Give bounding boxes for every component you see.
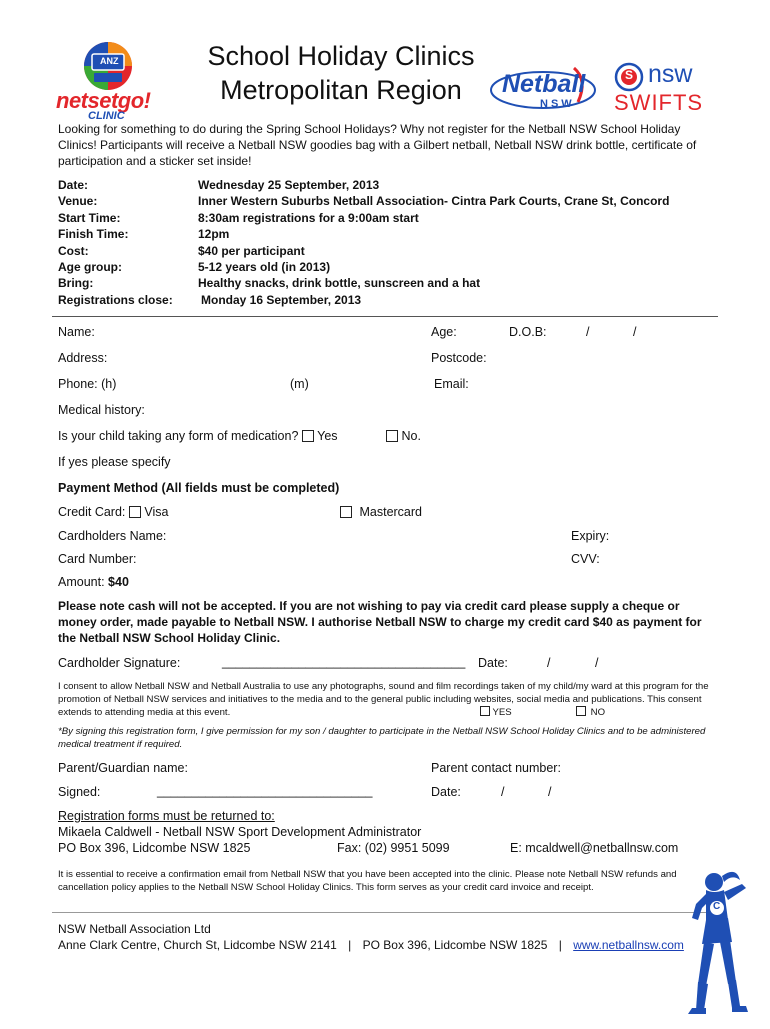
medication-yes-checkbox[interactable] (302, 430, 314, 442)
netball-nsw-label: NSW (540, 98, 575, 110)
credit-card-row (58, 504, 168, 520)
netball-wordmark: Netball (502, 70, 586, 98)
parent-contact-label: Parent contact number: (431, 761, 561, 775)
medication-yes-label: Yes (317, 429, 338, 443)
medication-no (386, 428, 421, 444)
mastercard-row (340, 504, 422, 520)
footer-address-line (58, 937, 684, 953)
detail-label: Cost: (58, 243, 89, 258)
signature-date-slash-2: / (595, 656, 599, 670)
footer-separator: | (558, 938, 562, 952)
footer-address: Anne Clark Centre, Church St, Lidcombe NSW 2141 (58, 938, 337, 952)
footer-divider (52, 912, 718, 913)
returns-email: E: mcaldwell@netballnsw.com (510, 841, 679, 855)
website-link[interactable]: www.netballnsw.com (573, 938, 684, 952)
medical-permission-note: *By signing this registration form, I give permission for my son / daughter to participate in the Netball NSW School Holiday Clinics and to be administered medical treatment if required. (58, 726, 706, 750)
returns-fax: Fax: (02) 9951 5099 (337, 841, 450, 855)
detail-row (58, 210, 718, 226)
swifts-nsw-label: nsw (648, 60, 693, 88)
address-label: Address: (58, 351, 108, 365)
consent-no (576, 706, 605, 719)
detail-label: Venue: (58, 194, 98, 209)
amount-value: $40 (108, 575, 129, 589)
page-title (196, 39, 486, 107)
player-bib-letter: C (713, 901, 721, 912)
footer-separator: | (348, 938, 352, 952)
signature-date-label: Date: (478, 656, 508, 670)
detail-value: Monday 16 September, 2013 (201, 292, 362, 307)
signature-date-slash-1: / (547, 656, 551, 670)
detail-value: 8:30am registrations for a 9:00am start (198, 210, 419, 225)
detail-row (58, 292, 718, 308)
detail-row (58, 193, 718, 209)
expiry-label: Expiry: (571, 529, 610, 543)
phone-mobile-label: (m) (290, 377, 309, 391)
dob-label: D.O.B: (509, 325, 547, 339)
signed-label: Signed: (58, 785, 101, 799)
detail-label: Date: (58, 178, 89, 192)
visa-checkbox[interactable] (129, 506, 141, 518)
consent-yes-checkbox[interactable] (480, 706, 490, 716)
postcode-label: Postcode: (431, 351, 487, 365)
detail-value: Wednesday 25 September, 2013 (198, 178, 380, 192)
payment-heading: Payment Method (All fields must be completed) (58, 481, 340, 495)
detail-value: Healthy snacks, drink bottle, sunscreen and a hat (198, 276, 481, 291)
returns-po-box: PO Box 396, Lidcombe NSW 1825 (58, 841, 251, 855)
footer-org: NSW Netball Association Ltd (58, 922, 211, 936)
detail-row (58, 177, 718, 193)
dob-slash-1: / (586, 325, 590, 339)
nsw-swifts-logo (610, 60, 702, 116)
medication-no-label: No. (401, 429, 421, 443)
medical-history-label: Medical history: (58, 403, 145, 417)
card-number-label: Card Number: (58, 552, 137, 566)
name-label: Name: (58, 325, 95, 339)
detail-value: Inner Western Suburbs Netball Association- Cintra Park Courts, Crane St, Concord (198, 194, 670, 209)
visa-label: Visa (144, 505, 169, 519)
amount-label: Amount: (58, 575, 105, 589)
cardholder-signature-label: Cardholder Signature: (58, 656, 181, 670)
divider (52, 316, 718, 317)
amount-row (58, 574, 129, 590)
mastercard-label: Mastercard (359, 505, 423, 519)
phone-home-label: Phone: (h) (58, 377, 117, 391)
netball-nsw-logo (488, 62, 598, 114)
consent-yes-label: YES (492, 707, 512, 718)
age-label: Age: (431, 325, 457, 339)
cardholders-name-label: Cardholders Name: (58, 529, 167, 543)
media-consent (58, 680, 720, 719)
consent-no-label: NO (590, 707, 606, 718)
anz-label: ANZ (100, 56, 119, 66)
if-yes-label: If yes please specify (58, 455, 171, 469)
swifts-wordmark: SWIFTS (614, 90, 704, 115)
mastercard-checkbox[interactable] (340, 506, 352, 518)
cardholder-signature-line[interactable]: ___________________________________ (222, 655, 466, 669)
event-details (58, 177, 718, 308)
netball-player-illustration (662, 860, 752, 1024)
parent-date-slash-2: / (548, 785, 552, 799)
consent-no-checkbox[interactable] (576, 706, 586, 716)
signed-line[interactable]: _______________________________ (157, 784, 373, 798)
credit-card-label: Credit Card: (58, 505, 126, 519)
parent-name-label: Parent/Guardian name: (58, 761, 188, 775)
footer-po-box: PO Box 396, Lidcombe NSW 1825 (362, 938, 548, 952)
detail-label: Bring: (58, 276, 94, 291)
detail-label: Registrations close: (58, 292, 173, 307)
detail-label: Age group: (58, 259, 122, 274)
returns-heading: Registration forms must be returned to: (58, 809, 275, 823)
title-line-2: Metropolitan Region (220, 75, 462, 105)
cash-note: Please note cash will not be accepted. If you are not wishing to pay via credit card please supply a cheque or money order, made payable to Netball NSW. I authorise Netball NSW to charge my credit card $40 as payment for the Netball NSW School Holiday Clinic. (58, 599, 702, 645)
detail-row (58, 226, 718, 242)
clinic-label: CLINIC (88, 110, 125, 122)
detail-value: $40 per participant (198, 243, 305, 258)
title-line-1: School Holiday Clinics (207, 41, 475, 71)
netsetgo-wordmark: netsetgo! (56, 88, 151, 113)
email-label: Email: (434, 377, 469, 391)
detail-label: Finish Time: (58, 227, 129, 242)
detail-value: 5-12 years old (in 2013) (198, 259, 331, 274)
swifts-badge-letter: S (625, 68, 634, 82)
medication-question-text: Is your child taking any form of medication? (58, 429, 299, 443)
netsetgo-logo (54, 40, 166, 124)
detail-value: 12pm (198, 227, 230, 242)
medication-question (58, 428, 338, 444)
cvv-label: CVV: (571, 552, 600, 566)
consent-yes (480, 706, 512, 719)
confirmation-notice: It is essential to receive a confirmation email from Netball NSW that you have been accepted into the clinic. Please note Netball NSW refunds and cancellation policy applies to the Netball NSW School Holiday Clinics. This form serves as your credit card invoice and receipt. (58, 869, 677, 893)
medication-no-checkbox[interactable] (386, 430, 398, 442)
detail-row (58, 243, 718, 259)
parent-date-slash-1: / (501, 785, 505, 799)
intro-paragraph: Looking for something to do during the Spring School Holidays? Why not register for the Netball NSW School Holiday Clinics! Participants will receive a Netball NSW goodies bag with a Gilbert netball, Netball NSW drink bottle, certificate of participation and a sticker set inside! (58, 122, 697, 168)
media-consent-text: I consent to allow Netball NSW and Netball Australia to use any photographs, sound and film recordings taken of my child/my ward at this program for the promotion of Netball NSW services and initiatives to the media and to the general public including websites, social media and publications. This consent extends to attending media at this event. (58, 681, 709, 718)
returns-contact: Mikaela Caldwell - Netball NSW Sport Development Administrator (58, 825, 422, 839)
parent-date-label: Date: (431, 785, 461, 799)
detail-label: Start Time: (58, 210, 121, 225)
dob-slash-2: / (633, 325, 637, 339)
detail-row (58, 275, 718, 291)
detail-row (58, 259, 718, 275)
